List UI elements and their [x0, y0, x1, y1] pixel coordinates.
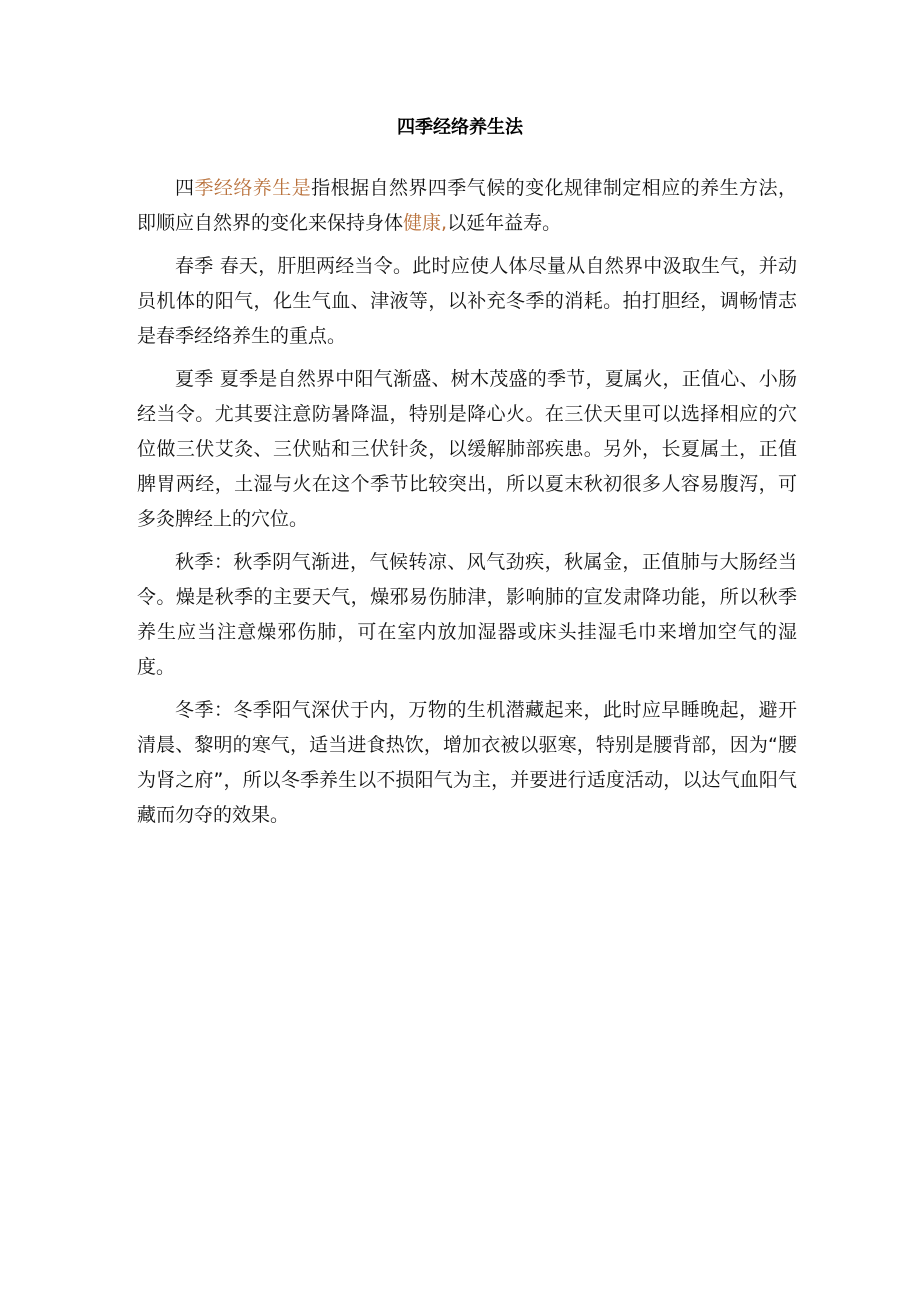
intro-prefix: 四: [175, 177, 195, 199]
intro-middle: 指根据自然界四季气候的变化规律制定相应的养生方法，即顺应自然界的变化来保持身体: [137, 177, 797, 234]
intro-paragraph: [137, 171, 797, 241]
spring-paragraph: 春季 春天，肝胆两经当令。此时应使人体尽量从自然界中汲取生气，并动员机体的阳气，化生气血、津液等，以补充冬季的消耗。拍打胆经，调畅情志是春季经络养生的重点。: [137, 255, 797, 347]
keyword-link-health[interactable]: 健康,: [403, 212, 448, 234]
document-title: 四季经络养生法: [397, 117, 523, 138]
winter-paragraph: 冬季：冬季阳气深伏于内，万物的生机潜藏起来，此时应早睡晚起，避开清晨、黎明的寒气，适当进食热饮，增加衣被以驱寒，特别是腰背部，因为“腰为肾之府”，所以冬季养生以不损阳气为主，并要进行适度活动，以达气血阳气藏而勿夺的效果。: [137, 699, 797, 826]
keyword-link-seasonal-meridian[interactable]: 季经络养生是: [194, 177, 312, 199]
summer-paragraph: 夏季 夏季是自然界中阳气渐盛、树木茂盛的季节，夏属火，正值心、小肠经当令。尤其要注意防暑降温，特别是降心火。在三伏天里可以选择相应的穴位做三伏艾灸、三伏贴和三伏针灸，以缓解肺部疾患。另外，长夏属土，正值脾胃两经，土湿与火在这个季节比较突出，所以夏末秋初很多人容易腹泻，可多灸脾经上的穴位。: [137, 368, 797, 530]
intro-suffix: 以延年益寿。: [447, 212, 562, 234]
document-body: [137, 171, 797, 841]
autumn-paragraph: 秋季：秋季阴气渐进，气候转凉、风气劲疾，秋属金，正值肺与大肠经当令。燥是秋季的主要天气，燥邪易伤肺津，影响肺的宣发肃降功能，所以秋季养生应当注意燥邪伤肺，可在室内放加湿器或床头挂湿毛巾来增加空气的湿度。: [137, 551, 797, 678]
